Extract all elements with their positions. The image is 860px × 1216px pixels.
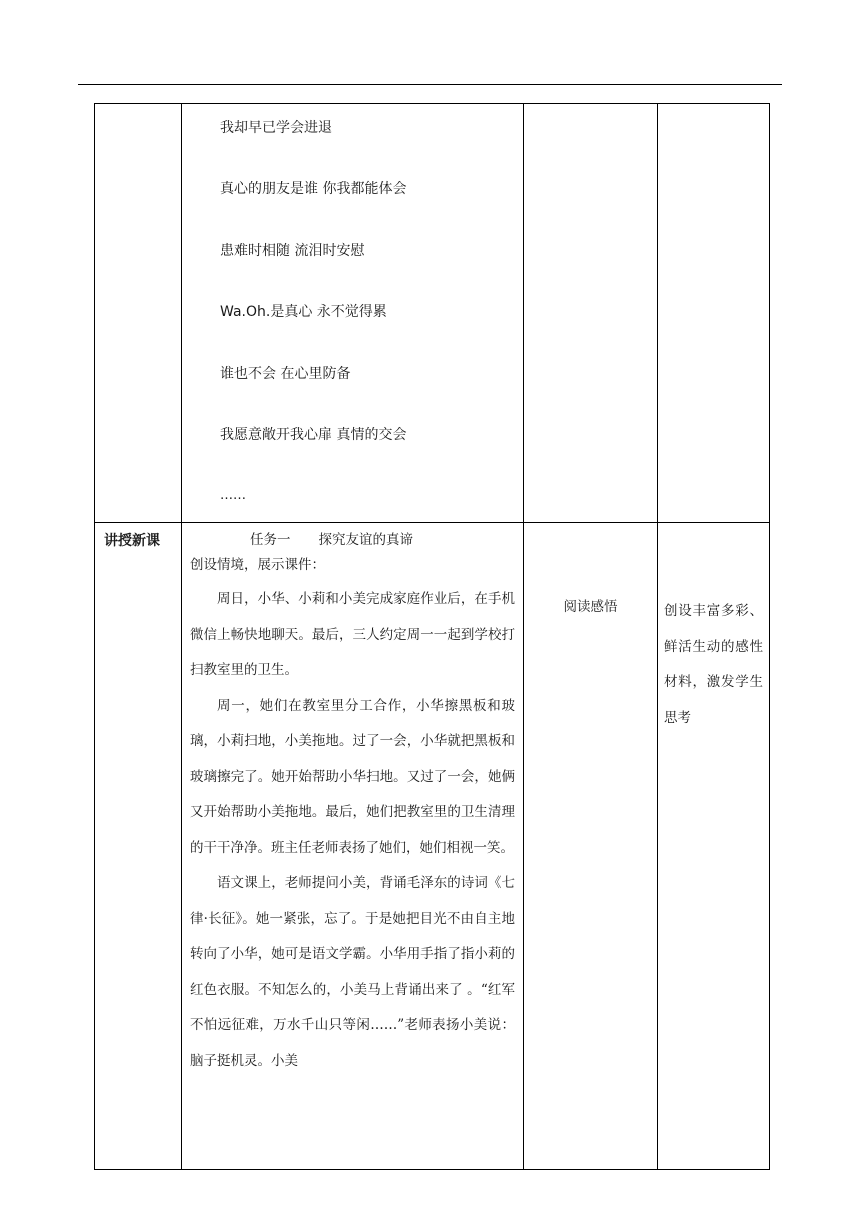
table-row — [95, 104, 770, 523]
lyric-line: 真心的朋友是谁 你我都能体会 — [220, 181, 407, 198]
intro-text: 创设情境，展示课件： — [190, 557, 325, 573]
purpose-text: 创设丰富多彩、鲜活生动的感性材料，激发学生思考 — [658, 523, 770, 1170]
method-cell — [524, 104, 658, 523]
purpose-cell — [658, 104, 770, 523]
task-heading — [190, 530, 515, 550]
lyrics-cell — [182, 104, 524, 523]
paragraph: 语文课上，老师提问小美，背诵毛泽东的诗词《七律·长征》。她一紧张，忘了。于是她把目光不由自主地转向了小华，她可是语文学霸。小华用手指了指小莉的红色衣服。不知怎么的，小美马上背诵出来了 。“红军不怕远征难，万水千山只等闲……”老师表扬小美说：脑子挺机灵。小美 — [190, 875, 515, 1069]
method-text: 阅读感悟 — [524, 523, 658, 1170]
section-label: 讲授新课 — [95, 523, 182, 1170]
content-cell — [182, 523, 524, 1170]
lesson-plan-table — [94, 103, 770, 1170]
task-title: 探究友谊的真谛 — [318, 532, 413, 548]
lyric-line: 我愿意敞开我心扉 真情的交会 — [220, 426, 407, 443]
lyric-line: 患难时相随 流泪时安慰 — [220, 242, 365, 259]
paragraph: 周一，她们在教室里分工合作，小华擦黑板和玻璃，小莉扫地，小美拖地。过了一会，小华就把黑板和玻璃擦完了。她开始帮助小华扫地。又过了一会，她俩又开始帮助小美拖地。最后，她们把教室里的卫生清理的干干净净。班主任老师表扬了她们，她们相视一笑。 — [190, 697, 515, 856]
paragraph: 周日，小华、小莉和小美完成家庭作业后，在手机微信上畅快地聊天。最后，三人约定周一一起到学校打扫教室里的卫生。 — [190, 591, 515, 678]
lyric-line: 我却早已学会进退 — [220, 120, 332, 136]
lyric-line: 谁也不会 在心里防备 — [220, 365, 351, 382]
header-rule — [78, 84, 782, 85]
section-label-cell — [95, 104, 182, 523]
lyric-line: …… — [220, 488, 246, 504]
table-row — [95, 523, 770, 1170]
lyric-line: Wa.Oh.是真心 永不觉得累 — [220, 304, 387, 321]
task-number: 任务一 — [250, 532, 291, 548]
